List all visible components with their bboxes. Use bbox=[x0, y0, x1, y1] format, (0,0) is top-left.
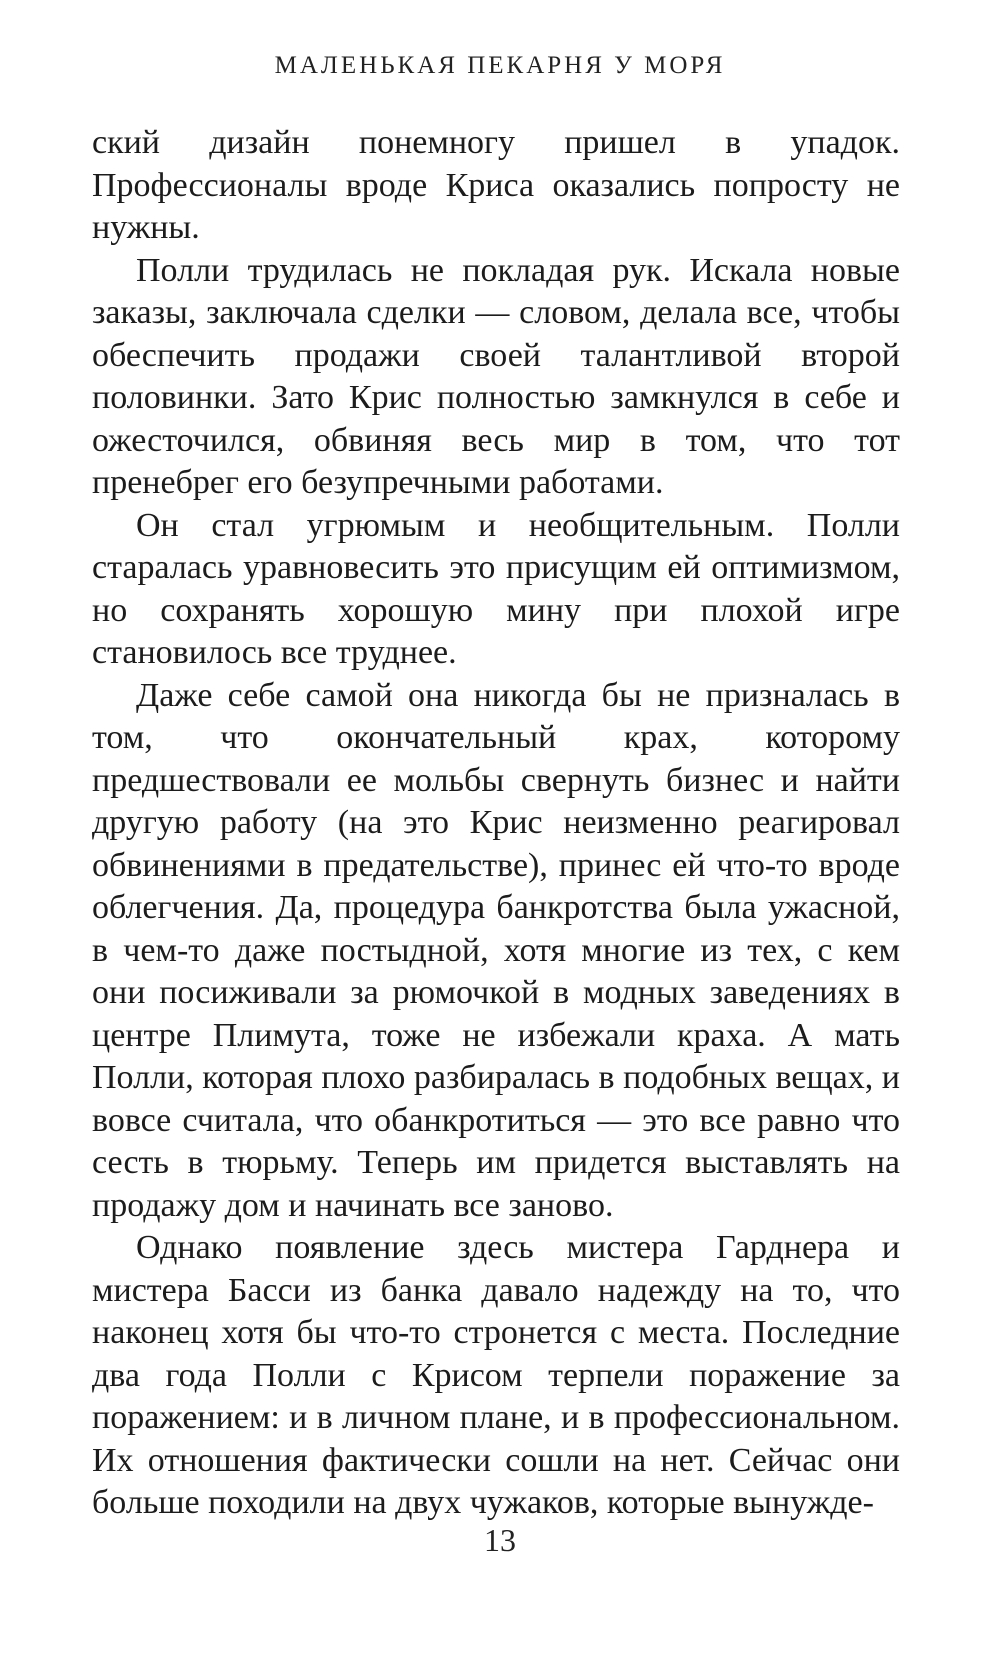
paragraph: Полли трудилась не покладая рук. Искала новые заказы, заключала сделки — словом, делала все, чтобы обеспечить продажи своей талантливой второй половинки. Зато Крис полностью замкнулся в себе и ожесточился, обвиняя весь мир в том, что тот пренебрег его безупречными работами. bbox=[92, 251, 900, 501]
body-text bbox=[92, 122, 900, 1525]
paragraph: ский дизайн понемногу пришел в упадок. Профессионалы вроде Криса оказались попросту не нужны. bbox=[92, 124, 900, 246]
running-head: МАЛЕНЬКАЯ ПЕКАРНЯ У МОРЯ bbox=[274, 52, 726, 79]
paragraph: Даже себе самой она никогда бы не призналась в том, что окончательный крах, которому предшествовали ее мольбы свернуть бизнес и найти другую работу (на это Крис неизменно реагировал обвинениями в предательстве), принес ей что-то вроде облегчения. Да, процедура банкротства была ужасной, в чем-то даже постыдной, хотя многие из тех, с кем они посиживали за рюмочкой в модных заведениях в центре Плимута, тоже не избежали краха. А мать Полли, которая плохо разбиралась в подобных вещах, и вовсе считала, что обанкротиться — это все равно что сесть в тюрьму. Теперь им придется выставлять на продажу дом и начинать все заново. bbox=[92, 676, 900, 1224]
page-number: 13 bbox=[484, 1522, 516, 1558]
paragraph: Однако появление здесь мистера Гарднера и мистера Басси из банка давало надежду на то, что наконец хотя бы что-то стронется с места. Последние два года Полли с Крисом терпели поражение за поражением: и в личном плане, и в профессиональном. Их отношения фактически сошли на нет. Сейчас они больше походили на двух чужаков, которые вынужде- bbox=[92, 1229, 900, 1521]
paragraph: Он стал угрюмым и необщительным. Полли старалась уравновесить это присущим ей оптимизмом, но сохранять хорошую мину при плохой игре становилось все труднее. bbox=[92, 506, 900, 671]
